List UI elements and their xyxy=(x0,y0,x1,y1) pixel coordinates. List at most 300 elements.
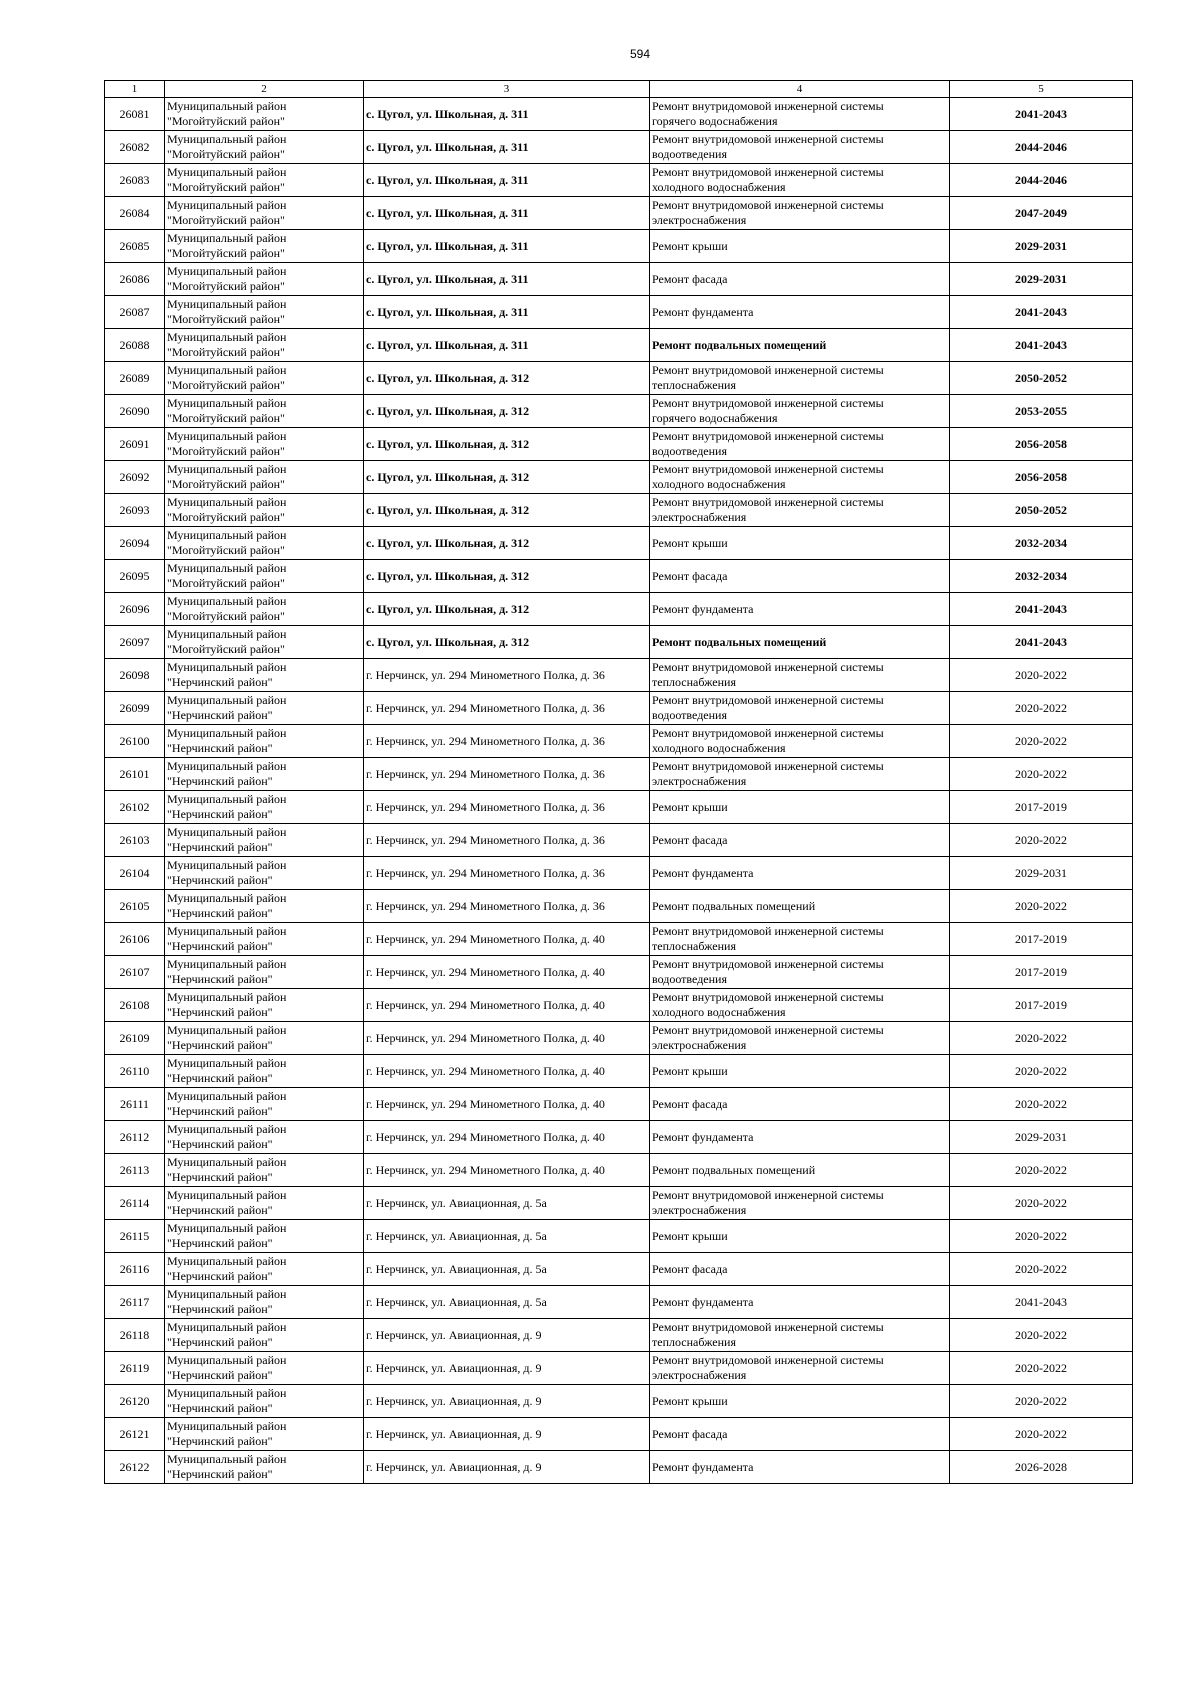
municipality-cell xyxy=(165,758,364,791)
work-type-cell xyxy=(650,1319,950,1352)
work-type-cell xyxy=(650,857,950,890)
address-cell: г. Нерчинск, ул. Авиационная, д. 9 xyxy=(364,1385,650,1418)
table-row xyxy=(105,1451,1133,1484)
work-type-line-2: водоотведения xyxy=(652,972,727,986)
years-cell: 2020-2022 xyxy=(950,1352,1133,1385)
work-type-line-2: электроснабжения xyxy=(652,510,747,524)
work-type-line-1: Ремонт фасада xyxy=(652,1261,728,1276)
address-cell: г. Нерчинск, ул. Авиационная, д. 9 xyxy=(364,1451,650,1484)
work-type-line-2: электроснабжения xyxy=(652,213,747,227)
row-number: 26091 xyxy=(105,428,165,461)
municipality-line-2: "Могойтуйский район" xyxy=(167,180,285,194)
municipality-line-1: Муниципальный район xyxy=(167,462,287,476)
work-type-cell xyxy=(650,923,950,956)
years-cell: 2020-2022 xyxy=(950,890,1133,923)
work-type-cell xyxy=(650,527,950,560)
years-cell: 2020-2022 xyxy=(950,758,1133,791)
municipality-line-1: Муниципальный район xyxy=(167,1419,287,1433)
municipality-line-2: "Могойтуйский район" xyxy=(167,576,285,590)
row-number: 26095 xyxy=(105,560,165,593)
address-cell: с. Цугол, ул. Школьная, д. 311 xyxy=(364,329,650,362)
work-type-line-1: Ремонт внутридомовой инженерной системы xyxy=(652,693,884,707)
municipality-cell xyxy=(165,494,364,527)
work-type-line-1: Ремонт фундамента xyxy=(652,601,754,616)
municipality-cell xyxy=(165,1286,364,1319)
municipality-line-2: "Нерчинский район" xyxy=(167,1302,273,1316)
years-cell: 2020-2022 xyxy=(950,692,1133,725)
row-number: 26118 xyxy=(105,1319,165,1352)
municipality-line-2: "Нерчинский район" xyxy=(167,1467,273,1481)
years-cell: 2041-2043 xyxy=(950,296,1133,329)
years-cell: 2032-2034 xyxy=(950,527,1133,560)
address-cell: с. Цугол, ул. Школьная, д. 312 xyxy=(364,560,650,593)
work-type-cell xyxy=(650,758,950,791)
table-row xyxy=(105,1253,1133,1286)
work-type-line-1: Ремонт фундамента xyxy=(652,304,754,319)
work-type-line-1: Ремонт внутридомовой инженерной системы xyxy=(652,198,884,212)
municipality-cell xyxy=(165,1055,364,1088)
years-cell: 2050-2052 xyxy=(950,362,1133,395)
municipality-line-1: Муниципальный район xyxy=(167,1188,287,1202)
work-type-line-1: Ремонт внутридомовой инженерной системы xyxy=(652,429,884,443)
municipality-line-2: "Могойтуйский район" xyxy=(167,510,285,524)
municipality-cell xyxy=(165,593,364,626)
address-cell: г. Нерчинск, ул. Авиационная, д. 9 xyxy=(364,1418,650,1451)
row-number: 26117 xyxy=(105,1286,165,1319)
row-number: 26086 xyxy=(105,263,165,296)
years-cell: 2020-2022 xyxy=(950,1220,1133,1253)
years-cell: 2020-2022 xyxy=(950,1187,1133,1220)
address-cell: г. Нерчинск, ул. 294 Минометного Полка, д. 40 xyxy=(364,1022,650,1055)
municipality-cell xyxy=(165,263,364,296)
work-type-line-2: холодного водоснабжения xyxy=(652,180,786,194)
row-number: 26096 xyxy=(105,593,165,626)
column-header-3: 3 xyxy=(364,81,650,98)
work-type-cell xyxy=(650,164,950,197)
row-number: 26106 xyxy=(105,923,165,956)
column-header-5: 5 xyxy=(950,81,1133,98)
table-header xyxy=(105,81,1133,98)
work-type-line-1: Ремонт внутридомовой инженерной системы xyxy=(652,165,884,179)
municipality-cell xyxy=(165,1022,364,1055)
work-type-line-2: горячего водоснабжения xyxy=(652,411,778,425)
work-type-cell xyxy=(650,461,950,494)
municipality-line-1: Муниципальный район xyxy=(167,396,287,410)
work-type-line-1: Ремонт крыши xyxy=(652,1063,728,1078)
municipality-cell xyxy=(165,989,364,1022)
years-cell: 2029-2031 xyxy=(950,1121,1133,1154)
municipality-line-2: "Нерчинский район" xyxy=(167,1269,273,1283)
years-cell: 2017-2019 xyxy=(950,989,1133,1022)
row-number: 26088 xyxy=(105,329,165,362)
row-number: 26119 xyxy=(105,1352,165,1385)
address-cell: г. Нерчинск, ул. 294 Минометного Полка, д. 40 xyxy=(364,1088,650,1121)
table-row xyxy=(105,791,1133,824)
row-number: 26115 xyxy=(105,1220,165,1253)
address-cell: г. Нерчинск, ул. 294 Минометного Полка, д. 40 xyxy=(364,1154,650,1187)
work-type-line-1: Ремонт внутридомовой инженерной системы xyxy=(652,726,884,740)
work-type-cell xyxy=(650,791,950,824)
work-type-cell xyxy=(650,1253,950,1286)
municipality-line-2: "Нерчинский район" xyxy=(167,1170,273,1184)
row-number: 26089 xyxy=(105,362,165,395)
municipality-line-1: Муниципальный район xyxy=(167,594,287,608)
work-type-cell xyxy=(650,296,950,329)
municipality-line-2: "Могойтуйский район" xyxy=(167,477,285,491)
work-type-line-1: Ремонт внутридомовой инженерной системы xyxy=(652,957,884,971)
municipality-line-1: Муниципальный район xyxy=(167,726,287,740)
table-row xyxy=(105,758,1133,791)
municipality-line-2: "Нерчинский район" xyxy=(167,1137,273,1151)
work-type-line-1: Ремонт внутридомовой инженерной системы xyxy=(652,924,884,938)
municipality-line-2: "Могойтуйский район" xyxy=(167,411,285,425)
work-type-line-1: Ремонт подвальных помещений xyxy=(652,1162,816,1177)
table-row xyxy=(105,659,1133,692)
address-cell: с. Цугол, ул. Школьная, д. 312 xyxy=(364,461,650,494)
row-number: 26110 xyxy=(105,1055,165,1088)
row-number: 26084 xyxy=(105,197,165,230)
table-row xyxy=(105,98,1133,131)
work-type-line-1: Ремонт внутридомовой инженерной системы xyxy=(652,132,884,146)
municipality-line-1: Муниципальный район xyxy=(167,1155,287,1169)
work-type-line-1: Ремонт внутридомовой инженерной системы xyxy=(652,660,884,674)
municipality-cell xyxy=(165,131,364,164)
address-cell: с. Цугол, ул. Школьная, д. 312 xyxy=(364,395,650,428)
address-cell: г. Нерчинск, ул. 294 Минометного Полка, д. 40 xyxy=(364,1055,650,1088)
years-cell: 2020-2022 xyxy=(950,1088,1133,1121)
row-number: 26121 xyxy=(105,1418,165,1451)
municipality-line-2: "Нерчинский район" xyxy=(167,675,273,689)
table-row xyxy=(105,824,1133,857)
years-cell: 2041-2043 xyxy=(950,593,1133,626)
address-cell: с. Цугол, ул. Школьная, д. 312 xyxy=(364,494,650,527)
address-cell: с. Цугол, ул. Школьная, д. 311 xyxy=(364,131,650,164)
table-row xyxy=(105,857,1133,890)
municipality-line-2: "Нерчинский район" xyxy=(167,1104,273,1118)
row-number: 26101 xyxy=(105,758,165,791)
municipality-line-2: "Нерчинский район" xyxy=(167,774,273,788)
row-number: 26098 xyxy=(105,659,165,692)
row-number: 26093 xyxy=(105,494,165,527)
table-row xyxy=(105,593,1133,626)
municipality-cell xyxy=(165,857,364,890)
municipality-cell xyxy=(165,923,364,956)
municipality-line-2: "Могойтуйский район" xyxy=(167,642,285,656)
work-type-line-1: Ремонт подвальных помещений xyxy=(652,634,827,649)
municipality-cell xyxy=(165,461,364,494)
municipality-line-1: Муниципальный район xyxy=(167,825,287,839)
municipality-line-2: "Нерчинский район" xyxy=(167,1203,273,1217)
row-number: 26105 xyxy=(105,890,165,923)
address-cell: г. Нерчинск, ул. 294 Минометного Полка, д. 40 xyxy=(364,956,650,989)
years-cell: 2020-2022 xyxy=(950,725,1133,758)
municipality-cell xyxy=(165,428,364,461)
table-row xyxy=(105,989,1133,1022)
work-type-cell xyxy=(650,98,950,131)
municipality-cell xyxy=(165,1187,364,1220)
work-type-cell xyxy=(650,329,950,362)
work-type-cell xyxy=(650,824,950,857)
years-cell: 2044-2046 xyxy=(950,131,1133,164)
years-cell: 2050-2052 xyxy=(950,494,1133,527)
municipality-line-1: Муниципальный район xyxy=(167,429,287,443)
work-type-line-2: горячего водоснабжения xyxy=(652,114,778,128)
work-type-cell xyxy=(650,692,950,725)
work-type-cell xyxy=(650,1220,950,1253)
row-number: 26099 xyxy=(105,692,165,725)
work-type-line-2: водоотведения xyxy=(652,444,727,458)
work-type-cell xyxy=(650,428,950,461)
work-type-line-1: Ремонт крыши xyxy=(652,1228,728,1243)
address-cell: г. Нерчинск, ул. Авиационная, д. 5а xyxy=(364,1187,650,1220)
row-number: 26102 xyxy=(105,791,165,824)
address-cell: г. Нерчинск, ул. 294 Минометного Полка, д. 40 xyxy=(364,1121,650,1154)
municipality-line-2: "Нерчинский район" xyxy=(167,939,273,953)
work-type-cell xyxy=(650,1286,950,1319)
municipality-line-2: "Могойтуйский район" xyxy=(167,543,285,557)
capital-repair-table xyxy=(104,80,1133,1484)
work-type-line-1: Ремонт крыши xyxy=(652,535,728,550)
work-type-cell xyxy=(650,263,950,296)
work-type-line-1: Ремонт внутридомовой инженерной системы xyxy=(652,1188,884,1202)
table-row xyxy=(105,527,1133,560)
municipality-cell xyxy=(165,1451,364,1484)
address-cell: с. Цугол, ул. Школьная, д. 312 xyxy=(364,362,650,395)
work-type-cell xyxy=(650,989,950,1022)
years-cell: 2020-2022 xyxy=(950,1385,1133,1418)
table-row xyxy=(105,494,1133,527)
years-cell: 2020-2022 xyxy=(950,1022,1133,1055)
municipality-cell xyxy=(165,1352,364,1385)
municipality-line-2: "Нерчинский район" xyxy=(167,840,273,854)
row-number: 26103 xyxy=(105,824,165,857)
years-cell: 2026-2028 xyxy=(950,1451,1133,1484)
municipality-line-2: "Могойтуйский район" xyxy=(167,378,285,392)
municipality-line-1: Муниципальный район xyxy=(167,1386,287,1400)
work-type-cell xyxy=(650,1385,950,1418)
municipality-line-2: "Нерчинский район" xyxy=(167,1401,273,1415)
municipality-line-1: Муниципальный район xyxy=(167,1353,287,1367)
years-cell: 2020-2022 xyxy=(950,1253,1133,1286)
work-type-line-2: холодного водоснабжения xyxy=(652,741,786,755)
work-type-line-1: Ремонт фасада xyxy=(652,568,728,583)
municipality-cell xyxy=(165,395,364,428)
table-row xyxy=(105,1385,1133,1418)
table-row xyxy=(105,1022,1133,1055)
work-type-line-1: Ремонт внутридомовой инженерной системы xyxy=(652,495,884,509)
years-cell: 2053-2055 xyxy=(950,395,1133,428)
municipality-cell xyxy=(165,296,364,329)
address-cell: г. Нерчинск, ул. Авиационная, д. 5а xyxy=(364,1220,650,1253)
table-row xyxy=(105,956,1133,989)
municipality-line-1: Муниципальный район xyxy=(167,297,287,311)
municipality-line-1: Муниципальный район xyxy=(167,858,287,872)
row-number: 26116 xyxy=(105,1253,165,1286)
municipality-line-1: Муниципальный район xyxy=(167,363,287,377)
address-cell: с. Цугол, ул. Школьная, д. 311 xyxy=(364,98,650,131)
address-cell: г. Нерчинск, ул. Авиационная, д. 9 xyxy=(364,1319,650,1352)
work-type-line-2: теплоснабжения xyxy=(652,378,736,392)
work-type-cell xyxy=(650,362,950,395)
municipality-line-1: Муниципальный район xyxy=(167,1221,287,1235)
address-cell: г. Нерчинск, ул. 294 Минометного Полка, д. 36 xyxy=(364,857,650,890)
municipality-line-2: "Могойтуйский район" xyxy=(167,444,285,458)
municipality-cell xyxy=(165,890,364,923)
table-row xyxy=(105,626,1133,659)
municipality-line-2: "Могойтуйский район" xyxy=(167,279,285,293)
address-cell: с. Цугол, ул. Школьная, д. 311 xyxy=(364,164,650,197)
municipality-cell xyxy=(165,1253,364,1286)
years-cell: 2029-2031 xyxy=(950,857,1133,890)
work-type-line-1: Ремонт фасада xyxy=(652,1426,728,1441)
work-type-cell xyxy=(650,626,950,659)
work-type-cell xyxy=(650,131,950,164)
municipality-line-2: "Нерчинский район" xyxy=(167,1236,273,1250)
work-type-line-1: Ремонт фундамента xyxy=(652,1294,754,1309)
municipality-line-2: "Нерчинский район" xyxy=(167,741,273,755)
table-row xyxy=(105,1154,1133,1187)
row-number: 26082 xyxy=(105,131,165,164)
municipality-cell xyxy=(165,692,364,725)
municipality-line-1: Муниципальный район xyxy=(167,1287,287,1301)
address-cell: с. Цугол, ул. Школьная, д. 311 xyxy=(364,197,650,230)
municipality-line-1: Муниципальный район xyxy=(167,990,287,1004)
years-cell: 2020-2022 xyxy=(950,659,1133,692)
municipality-cell xyxy=(165,725,364,758)
municipality-cell xyxy=(165,626,364,659)
table-row xyxy=(105,329,1133,362)
municipality-line-1: Муниципальный район xyxy=(167,1023,287,1037)
municipality-line-2: "Нерчинский район" xyxy=(167,873,273,887)
municipality-line-1: Муниципальный район xyxy=(167,330,287,344)
work-type-line-1: Ремонт фундамента xyxy=(652,865,754,880)
municipality-cell xyxy=(165,659,364,692)
row-number: 26107 xyxy=(105,956,165,989)
municipality-line-1: Муниципальный район xyxy=(167,1452,287,1466)
row-number: 26109 xyxy=(105,1022,165,1055)
years-cell: 2017-2019 xyxy=(950,923,1133,956)
table-row xyxy=(105,362,1133,395)
table-row xyxy=(105,923,1133,956)
years-cell: 2047-2049 xyxy=(950,197,1133,230)
municipality-line-2: "Могойтуйский район" xyxy=(167,246,285,260)
table-row xyxy=(105,428,1133,461)
work-type-line-2: водоотведения xyxy=(652,147,727,161)
municipality-line-1: Муниципальный район xyxy=(167,957,287,971)
work-type-cell xyxy=(650,1187,950,1220)
municipality-line-1: Муниципальный район xyxy=(167,891,287,905)
municipality-line-1: Муниципальный район xyxy=(167,495,287,509)
work-type-line-2: электроснабжения xyxy=(652,1203,747,1217)
address-cell: г. Нерчинск, ул. 294 Минометного Полка, д. 36 xyxy=(364,659,650,692)
work-type-line-1: Ремонт фасада xyxy=(652,832,728,847)
municipality-line-2: "Могойтуйский район" xyxy=(167,345,285,359)
column-header-1: 1 xyxy=(105,81,165,98)
row-number: 26083 xyxy=(105,164,165,197)
municipality-line-2: "Могойтуйский район" xyxy=(167,213,285,227)
years-cell: 2029-2031 xyxy=(950,230,1133,263)
municipality-line-2: "Нерчинский район" xyxy=(167,1071,273,1085)
municipality-line-1: Муниципальный район xyxy=(167,528,287,542)
years-cell: 2056-2058 xyxy=(950,461,1133,494)
work-type-cell xyxy=(650,1451,950,1484)
work-type-line-1: Ремонт внутридомовой инженерной системы xyxy=(652,396,884,410)
address-cell: г. Нерчинск, ул. 294 Минометного Полка, д. 36 xyxy=(364,758,650,791)
work-type-cell xyxy=(650,956,950,989)
row-number: 26122 xyxy=(105,1451,165,1484)
municipality-cell xyxy=(165,1319,364,1352)
work-type-line-1: Ремонт внутридомовой инженерной системы xyxy=(652,759,884,773)
municipality-cell xyxy=(165,1088,364,1121)
work-type-cell xyxy=(650,1022,950,1055)
municipality-cell xyxy=(165,329,364,362)
work-type-line-2: электроснабжения xyxy=(652,1368,747,1382)
municipality-cell xyxy=(165,1121,364,1154)
municipality-line-2: "Могойтуйский район" xyxy=(167,114,285,128)
municipality-cell xyxy=(165,197,364,230)
row-number: 26104 xyxy=(105,857,165,890)
row-number: 26085 xyxy=(105,230,165,263)
address-cell: с. Цугол, ул. Школьная, д. 311 xyxy=(364,263,650,296)
municipality-line-1: Муниципальный район xyxy=(167,660,287,674)
page-number: 594 xyxy=(629,47,651,61)
years-cell: 2020-2022 xyxy=(950,1055,1133,1088)
municipality-cell xyxy=(165,1385,364,1418)
address-cell: г. Нерчинск, ул. 294 Минометного Полка, д. 36 xyxy=(364,890,650,923)
table-row xyxy=(105,1088,1133,1121)
municipality-line-1: Муниципальный район xyxy=(167,132,287,146)
municipality-line-2: "Нерчинский район" xyxy=(167,1368,273,1382)
work-type-line-2: теплоснабжения xyxy=(652,1335,736,1349)
address-cell: с. Цугол, ул. Школьная, д. 312 xyxy=(364,593,650,626)
municipality-line-1: Муниципальный район xyxy=(167,561,287,575)
address-cell: с. Цугол, ул. Школьная, д. 312 xyxy=(364,527,650,560)
table-row xyxy=(105,197,1133,230)
address-cell: г. Нерчинск, ул. 294 Минометного Полка, д. 36 xyxy=(364,725,650,758)
municipality-line-2: "Нерчинский район" xyxy=(167,1005,273,1019)
header-row xyxy=(105,81,1133,98)
years-cell: 2020-2022 xyxy=(950,824,1133,857)
row-number: 26094 xyxy=(105,527,165,560)
municipality-line-2: "Нерчинский район" xyxy=(167,972,273,986)
municipality-line-1: Муниципальный район xyxy=(167,99,287,113)
municipality-line-1: Муниципальный район xyxy=(167,627,287,641)
column-header-2: 2 xyxy=(165,81,364,98)
work-type-line-1: Ремонт фасада xyxy=(652,1096,728,1111)
table-row xyxy=(105,230,1133,263)
work-type-line-1: Ремонт внутридомовой инженерной системы xyxy=(652,1353,884,1367)
table-row xyxy=(105,461,1133,494)
municipality-line-1: Муниципальный район xyxy=(167,759,287,773)
municipality-line-1: Муниципальный район xyxy=(167,1122,287,1136)
table-row xyxy=(105,1220,1133,1253)
work-type-cell xyxy=(650,1121,950,1154)
row-number: 26114 xyxy=(105,1187,165,1220)
years-cell: 2029-2031 xyxy=(950,263,1133,296)
work-type-cell xyxy=(650,197,950,230)
years-cell: 2041-2043 xyxy=(950,626,1133,659)
table-row xyxy=(105,296,1133,329)
municipality-cell xyxy=(165,1418,364,1451)
municipality-line-2: "Нерчинский район" xyxy=(167,1434,273,1448)
work-type-cell xyxy=(650,1154,950,1187)
work-type-line-1: Ремонт внутридомовой инженерной системы xyxy=(652,462,884,476)
municipality-line-2: "Нерчинский район" xyxy=(167,708,273,722)
table-row xyxy=(105,1187,1133,1220)
table-row xyxy=(105,725,1133,758)
municipality-cell xyxy=(165,98,364,131)
work-type-line-2: теплоснабжения xyxy=(652,939,736,953)
